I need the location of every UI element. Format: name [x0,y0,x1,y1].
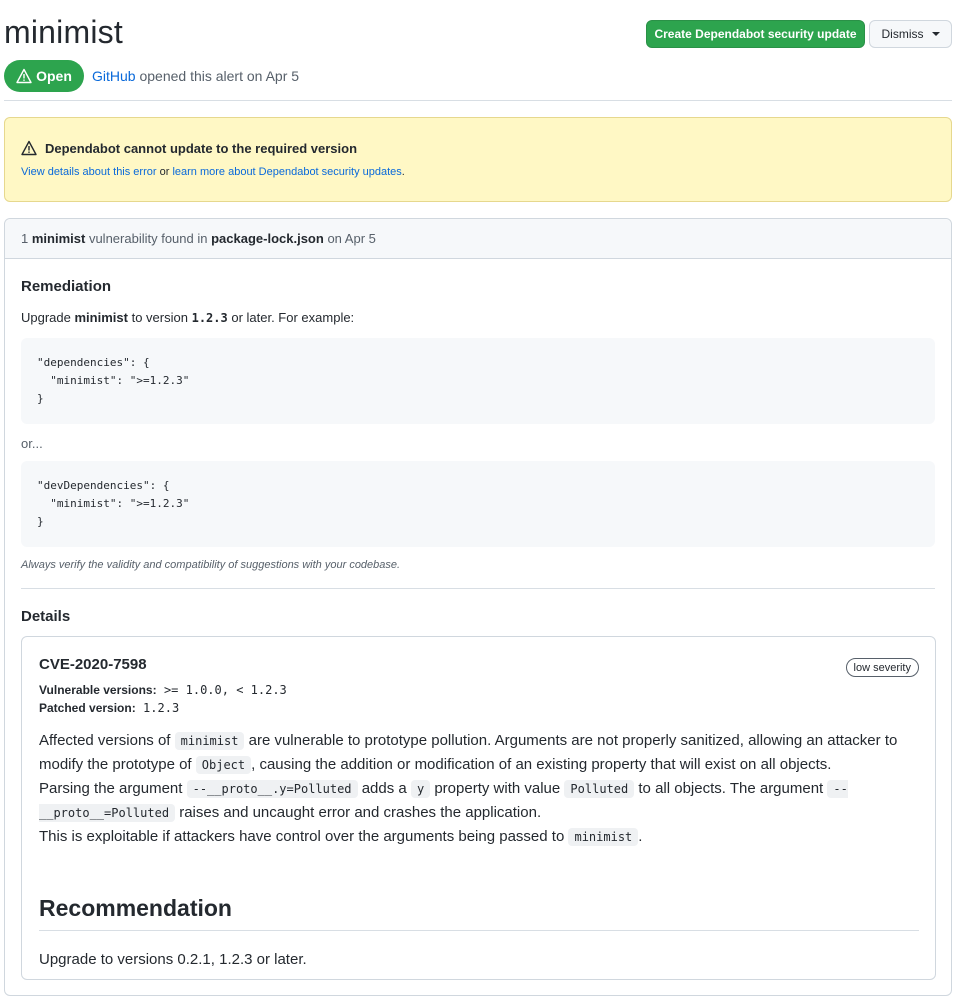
open-state-badge [4,60,84,92]
warning-title-text: Dependabot cannot update to the required version [45,140,358,156]
dev-dependencies-code-block: "devDependencies": { "minimist": ">=1.2.3" } [21,461,935,547]
patched-version-label: Patched version: [39,701,136,715]
summary-file: package-lock.json [211,231,324,246]
p2-text-b: adds a [361,780,407,797]
p2-text-e: raises and uncaught error and crashes the application. [179,804,542,821]
summary-date: on Apr 5 [327,231,376,246]
vulnerable-versions [39,683,287,697]
alert-icon [16,68,32,84]
summary-mid: vulnerability found in [88,231,208,246]
warning-links [21,166,405,178]
cve-id[interactable]: CVE-2020-7598 [39,656,147,673]
p3-code-minimist: minimist [568,828,638,846]
advisory-card [21,636,936,980]
dismiss-label: Dismiss [881,27,924,41]
patched-version-value: 1.2.3 [143,701,180,715]
p1-code-object: Object [196,756,251,774]
p1-text-a: Affected versions of [39,732,171,749]
create-security-update-label: Create Dependabot security update [654,27,857,41]
or-separator: or... [21,436,43,451]
p2-code-4: --__proto__=Polluted [39,782,848,820]
severity-badge: low severity [846,658,919,677]
dismiss-button[interactable] [869,20,952,48]
p2-text-c: property with value [434,780,561,797]
description-paragraph-3 [39,825,919,849]
upgrade-package: minimist [74,310,128,325]
caret-down-icon [932,32,940,36]
p1-code-minimist: minimist [175,732,245,750]
warning-or-text: or [159,166,170,178]
p1-text-b: are vulnerable to prototype pollution. Arguments are not properly sanitized, allowing an attacker to modify the prototype of [39,732,898,773]
warning-period: . [401,166,405,178]
learn-more-link[interactable]: learn more about Dependabot security updates [172,166,402,178]
alert-title: minimist [4,14,123,50]
upgrade-version: 1.2.3 [191,311,228,325]
opened-text: opened this alert on Apr 5 [139,68,300,84]
vulnerability-box [4,218,952,996]
warning-title [21,140,357,156]
recommendation-divider [39,930,919,931]
warning-icon [21,140,37,156]
p2-code-1: --__proto__.y=Polluted [187,780,358,798]
section-divider [21,588,935,589]
dependencies-code-block: "dependencies": { "minimist": ">=1.2.3" } [21,338,935,424]
description-paragraph-2 [39,777,919,825]
p2-code-3: Polluted [564,780,634,798]
upgrade-prefix: Upgrade [21,310,71,325]
vulnerable-versions-label: Vulnerable versions: [39,683,157,697]
p3-text-a: This is exploitable if attackers have control over the arguments being passed to [39,828,565,845]
p3-text-b: . [638,828,643,845]
p2-code-2: y [411,780,430,798]
upgrade-suffix: or later. For example: [231,310,355,325]
summary-count: 1 [21,231,29,246]
summary-package: minimist [31,231,86,246]
p2-text-d: to all objects. The argument [638,780,824,797]
upgrade-to-version: to version [131,310,188,325]
remediation-heading: Remediation [21,278,112,295]
open-state-label: Open [36,68,72,84]
vulnerable-versions-value: >= 1.0.0, < 1.2.3 [163,683,287,697]
details-heading: Details [21,608,71,625]
dependabot-warning-banner [4,117,952,202]
opened-by-link[interactable]: GitHub [92,68,136,84]
verify-note: Always verify the validity and compatibility of suggestions with your codebase. [21,559,401,571]
vulnerability-summary [5,219,951,259]
advisory-description [39,729,919,849]
create-security-update-button[interactable] [646,20,865,48]
p1-text-c: , causing the addition or modification of an existing property that will exist on all objects. [251,756,832,773]
header-divider [4,100,952,101]
opened-info [92,68,299,84]
recommendation-text: Upgrade to versions 0.2.1, 1.2.3 or later. [39,951,307,968]
description-paragraph-1 [39,729,919,777]
patched-version [39,701,179,715]
upgrade-instruction [21,310,354,325]
view-error-details-link[interactable]: View details about this error [21,166,157,178]
recommendation-heading: Recommendation [39,895,232,921]
p2-text-a: Parsing the argument [39,780,183,797]
